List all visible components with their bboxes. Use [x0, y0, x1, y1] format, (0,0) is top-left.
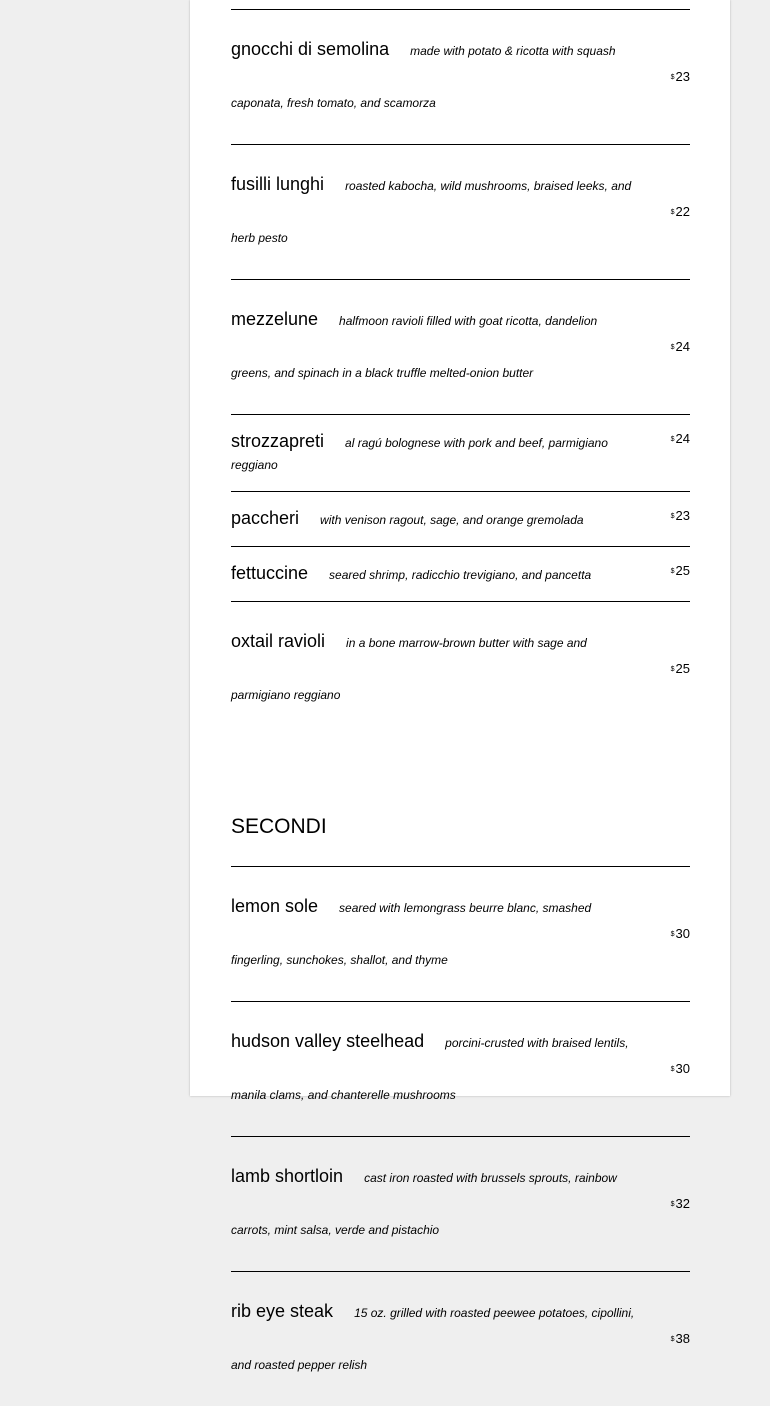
section-heading-secondi: SECONDI: [231, 814, 690, 867]
dish-description: al ragú bolognese with pork and beef, parmigiano reggiano: [231, 436, 608, 472]
dish-description: 15 oz. grilled with roasted peewee potatoes, cipollini, and roasted pepper relish: [231, 1306, 635, 1372]
menu-item: [231, 144, 690, 279]
currency-symbol: $: [670, 931, 675, 938]
dish-price: $30: [670, 926, 690, 941]
menu-item: [231, 1001, 690, 1136]
dish-price: $24: [670, 431, 690, 446]
dish-price: $22: [670, 204, 690, 219]
dish-price: $30: [670, 1061, 690, 1076]
menu-item: [231, 546, 690, 601]
secondi-section: [231, 867, 690, 1406]
dish-name: gnocchi di semolina: [231, 39, 390, 59]
primi-section: [231, 10, 690, 736]
currency-symbol: $: [670, 436, 675, 443]
dish-price: $25: [670, 661, 690, 676]
currency-symbol: $: [670, 513, 675, 520]
currency-symbol: $: [670, 344, 675, 351]
currency-symbol: $: [670, 568, 675, 575]
dish-price: $25: [670, 563, 690, 578]
dish-description: halfmoon ravioli filled with goat ricotta, dandelion greens, and spinach in a black truffle melted-onion butter: [231, 314, 598, 380]
dish-price: $23: [670, 69, 690, 84]
dish-name: paccheri: [231, 508, 300, 528]
menu-item: [231, 414, 690, 491]
currency-symbol: $: [670, 209, 675, 216]
dish-name: hudson valley steelhead: [231, 1031, 425, 1051]
dish-name: mezzelune: [231, 309, 319, 329]
currency-symbol: $: [670, 1201, 675, 1208]
menu-page: [190, 0, 730, 1372]
dish-name: strozzapreti: [231, 431, 325, 451]
dish-name: fusilli lunghi: [231, 174, 325, 194]
dish-name: rib eye steak: [231, 1301, 334, 1321]
dish-description: porcini-crusted with braised lentils, manila clams, and chanterelle mushrooms: [231, 1036, 629, 1102]
dish-price: $32: [670, 1196, 690, 1211]
dish-price: $38: [670, 1331, 690, 1346]
dish-name: oxtail ravioli: [231, 631, 326, 651]
dish-price: $23: [670, 508, 690, 523]
dish-description: seared shrimp, radicchio trevigiano, and pancetta: [329, 568, 592, 582]
dish-name: lemon sole: [231, 896, 319, 916]
menu-item: [231, 601, 690, 736]
currency-symbol: $: [670, 1336, 675, 1343]
dish-description: cast iron roasted with brussels sprouts, rainbow carrots, mint salsa, verde and pistachio: [231, 1171, 617, 1237]
dish-description: seared with lemongrass beurre blanc, smashed fingerling, sunchokes, shallot, and thyme: [231, 901, 592, 967]
menu-item: [231, 867, 690, 1001]
dish-name: lamb shortloin: [231, 1166, 344, 1186]
dish-price: $24: [670, 339, 690, 354]
menu-item: [231, 279, 690, 414]
currency-symbol: $: [670, 74, 675, 81]
dish-description: in a bone marrow-brown butter with sage and parmigiano reggiano: [231, 636, 587, 702]
menu-item: [231, 1136, 690, 1271]
dish-name: fettuccine: [231, 563, 309, 583]
menu-content: [231, 9, 690, 1406]
menu-item: [231, 491, 690, 546]
currency-symbol: $: [670, 1066, 675, 1073]
dish-description: roasted kabocha, wild mushrooms, braised leeks, and herb pesto: [231, 179, 632, 245]
currency-symbol: $: [670, 666, 675, 673]
dish-description: with venison ragout, sage, and orange gremolada: [320, 513, 584, 527]
dish-description: made with potato & ricotta with squash caponata, fresh tomato, and scamorza: [231, 44, 616, 110]
menu-item: [231, 10, 690, 144]
menu-item: [231, 1271, 690, 1406]
